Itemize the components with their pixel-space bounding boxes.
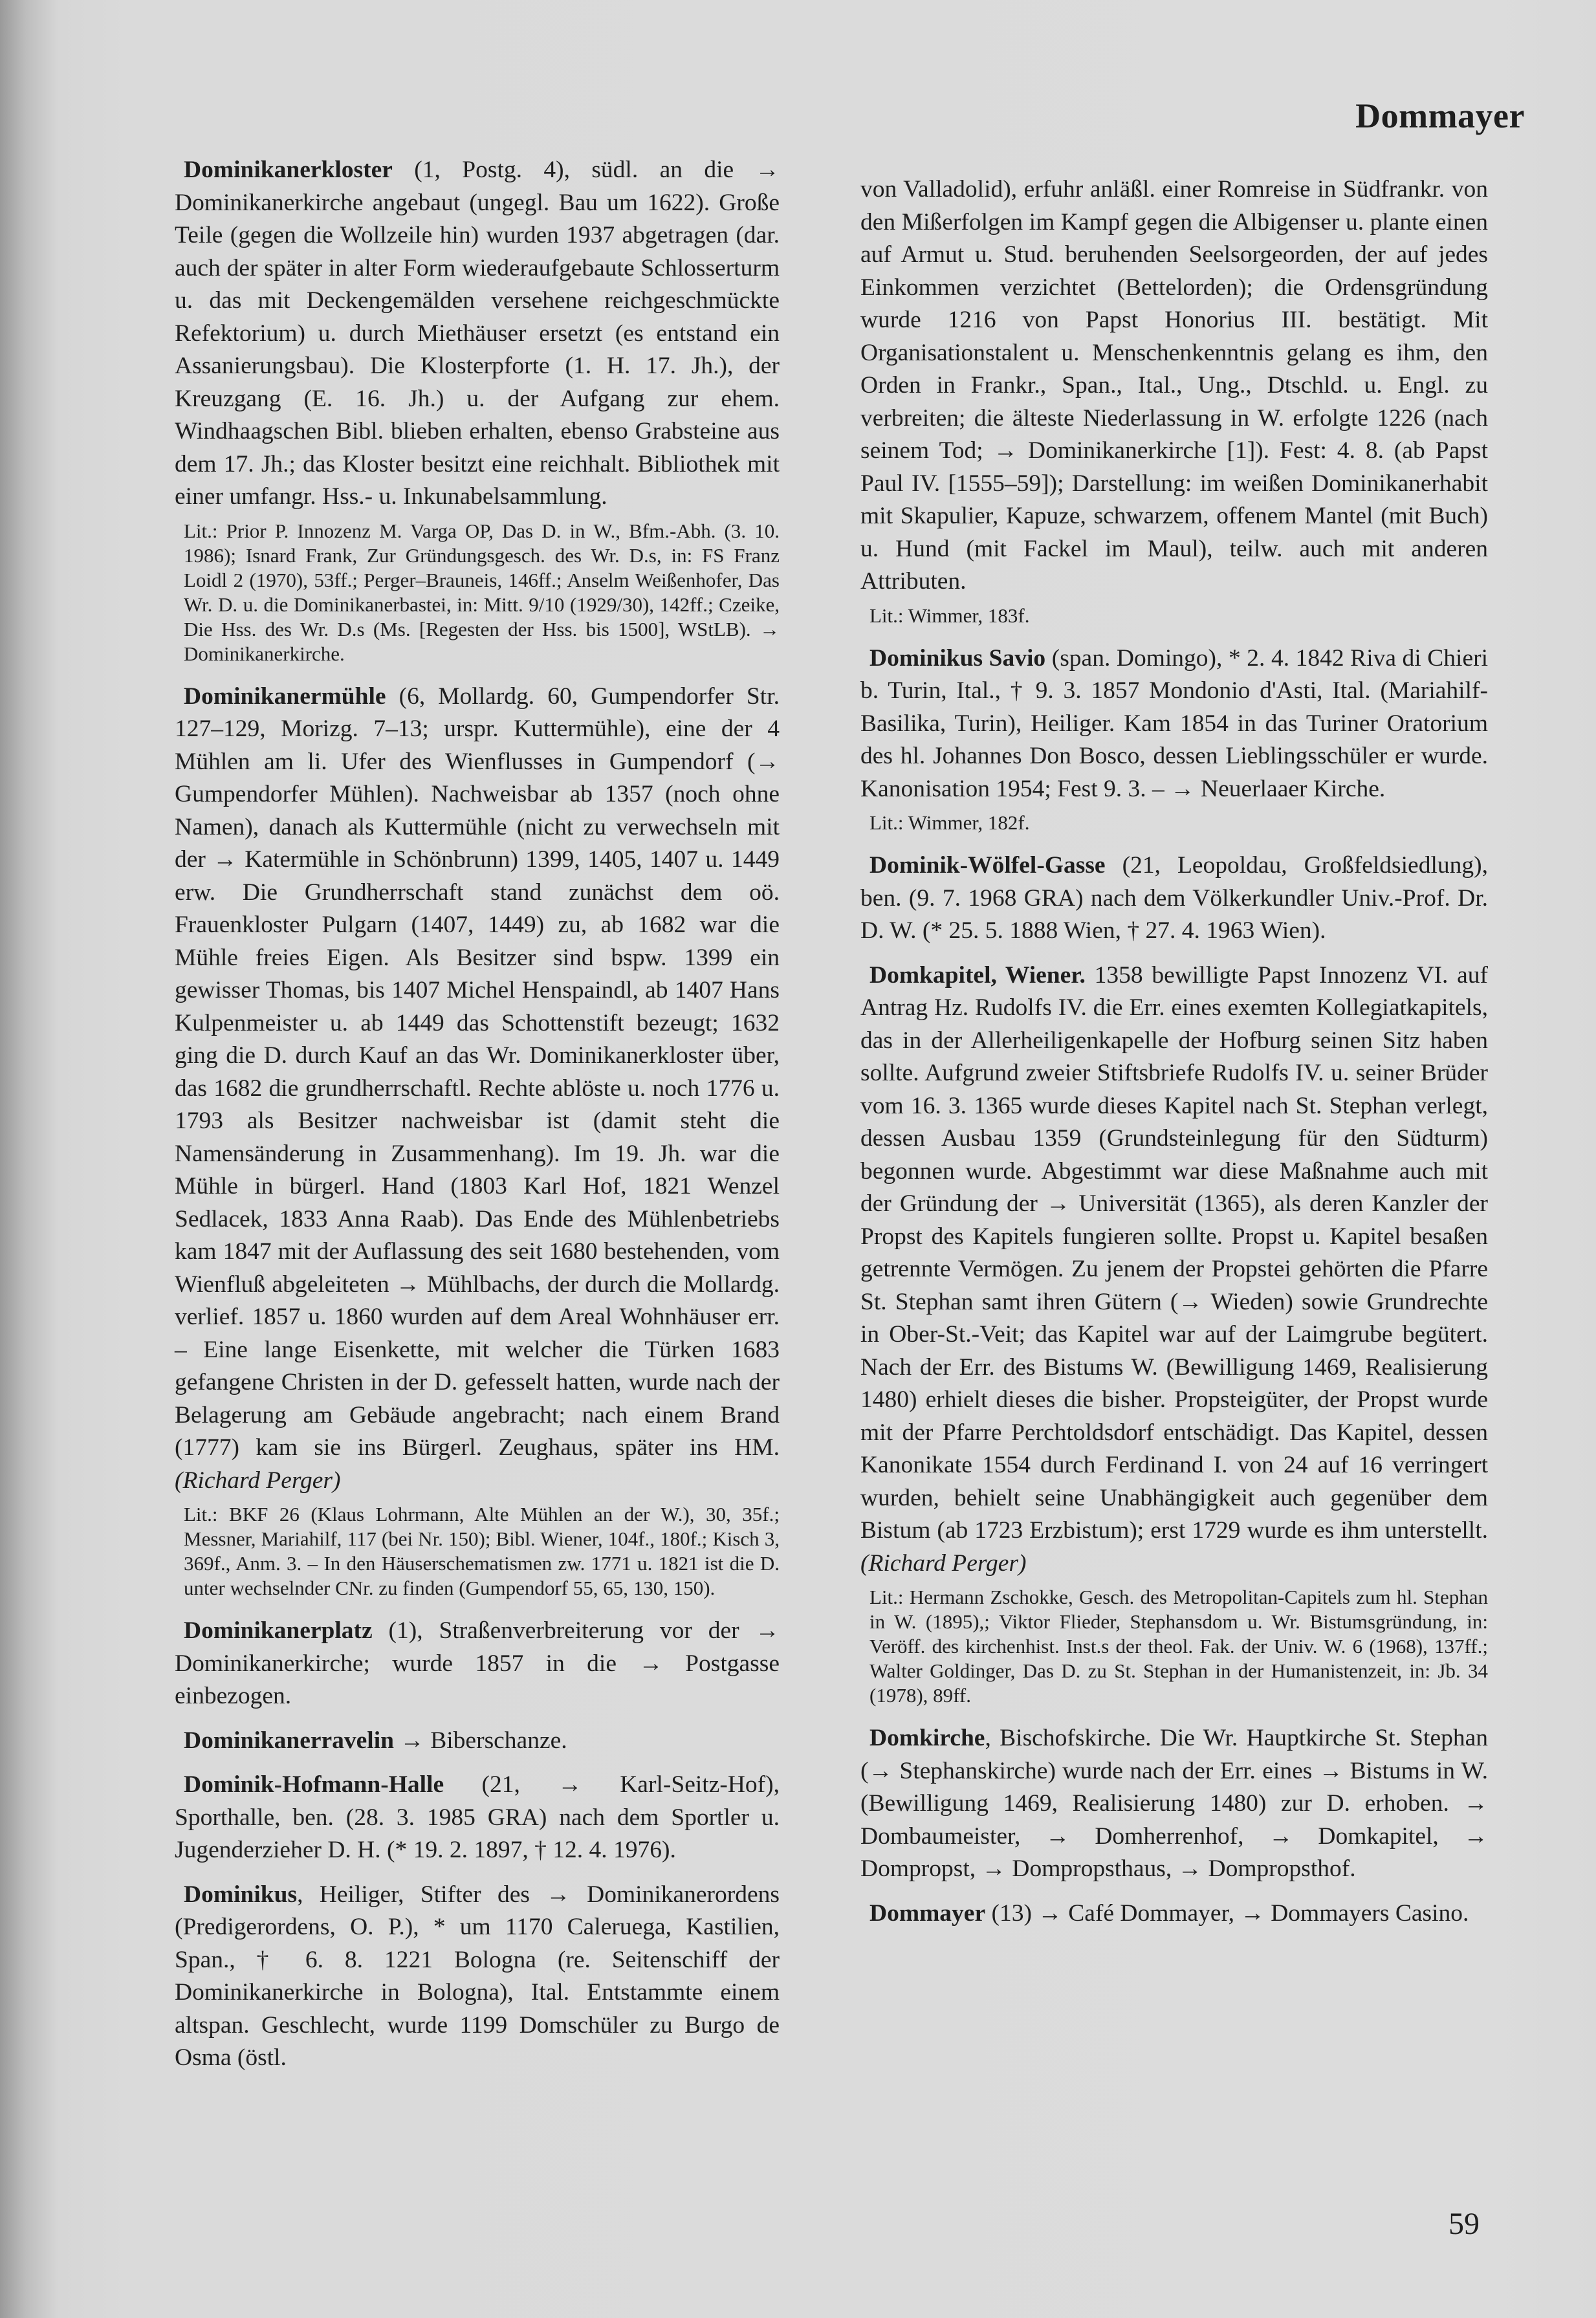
literature-note: Lit.: Wimmer, 182f. <box>869 811 1030 834</box>
entry-body <box>175 1769 780 1867</box>
entry-text: → Biberschanze. <box>400 1727 567 1754</box>
literature-note: Lit.: BKF 26 (Klaus Lohrmann, Alte Mühlen an der W.), 30, 35f.; Messner, Mariahilf, 117 (bei Nr. 150); Bibl. Wiener, 104f., 180f.; Kisch 3, 369f., Anm. 3. – In den Häuserschematismen zw. 1771 u. 1821 ist die D. unter wechselnder CNr. zu finden (Gumpendorf 55, 65, 130, 150). <box>184 1503 780 1599</box>
page-number: 59 <box>1448 2207 1480 2241</box>
entry-text: (span. Domingo), * 2. 4. 1842 Riva di Chieri b. Turin, Ital., † 9. 3. 1857 Mondonio d'Asti, Ital. (Mariahilf-Basilika, Turin), Heiliger. Kam 1854 in das Turiner Oratorium des hl. Johannes Don Bosco, dessen Lieblingsschüler er wurde. Kanonisation 1954; Fest 9. 3. – → Neuerlaaer Kirche. <box>860 644 1489 802</box>
right-column <box>860 173 1488 1941</box>
headword: Domkirche <box>869 1725 985 1751</box>
entry-domkirche <box>860 1722 1488 1886</box>
entry-text: , Bischofskirche. Die Wr. Hauptkirche St. Stephan (→ Stephanskirche) wurde nach der Err. eines → Bistums in W. (Bewilligung 1469, Realisierung 1480) zur D. erhoben. → Dombaumeister, → Domherrenhof, → Domkapitel, → Dompropst, → Dompropsthaus, → Dompropsthof. <box>860 1725 1488 1882</box>
literature-note: Lit.: Hermann Zschokke, Gesch. des Metropolitan-Capitels zum hl. Stephan in W. (1895),; Viktor Flieder, Stephansdom u. Wr. Bistumsgründung, in: Veröff. des kirchenhist. Inst.s der theol. Fak. der Univ. W. 6 (1968), 137ff.; Walter Goldinger, Das D. zu St. Stephan in der Humanistenzeit, in: Jb. 34 (1978), 89ff. <box>869 1586 1488 1707</box>
headword: Domkapitel, Wiener. <box>869 961 1086 989</box>
headword: Dominikus Savio <box>869 644 1046 672</box>
entry-dominikanerkloster <box>175 154 780 666</box>
entry-text: (6, Mollardg. 60, Gumpendorfer Str. 127–129, Morizg. 7–13; urspr. Kuttermühle), eine der 4 Mühlen am li. Ufer des Wienflusses in Gumpendorf (→ Gumpendorfer Mühlen). Nachweisbar ab 1357 (noch ohne Namen), danach als Kuttermühle (nicht zu verwechseln mit der → Katermühle in Schönbrunn) 1399, 1405, 1407 u. 1449 erw. Die Grundherrschaft stand zunächst dem oö. Frauenkloster Pulgarn (1407, 1449) zu, ab 1682 war die Mühle freies Eigen. Als Besitzer sind bspw. 1399 ein gewisser Thomas, bis 1407 Michel Henspaindl, ab 1407 Hans Kulpenmeister u. ab 1449 das Schottenstift bezeugt; 1632 ging die D. durch Kauf an das Wr. Dominikanerkloster über, das 1682 die grundherrschaftl. Rechte ablöste u. noch 1776 u. 1793 als Besitzer nachweisbar ist (damit steht die Namensänderung in Zusammenhang). Im 19. Jh. war die Mühle in bürgerl. Hand (1803 Karl Hof, 1821 Wenzel Sedlacek, 1833 Anna Raab). Das Ende des Mühlenbetriebs kam 1847 mit der Auflassung des seit 1680 bestehenden, vom Wienfluß abgeleiteten → Mühlbachs, der durch die Mollardg. verlief. 1857 u. 1860 wurden auf dem Areal Wohnhäuser err. – Eine lange Eisenkette, mit welcher die Türken 1683 gefangene Christen in der D. gefesselt hatten, wurde nach der Belagerung am Gebäude angebracht; nach einem Brand (1777) kam sie ins Bürgerl. Zeughaus, später ins HM. <box>175 683 780 1461</box>
headword: Dominikanerkloster <box>184 157 393 183</box>
entry-body <box>175 1725 780 1758</box>
entry-body <box>860 959 1488 1580</box>
entry-dommayer <box>860 1897 1488 1930</box>
left-column <box>175 154 780 2086</box>
entry-text: (13) → Café Dommayer, → Dommayers Casino. <box>991 1899 1469 1927</box>
entry-text: (1), Straßenverbreiterung vor der → Dominikanerkirche; wurde 1857 in die → Postgasse einbezogen. <box>175 1617 780 1709</box>
entry-text: , Heiliger, Stifter des → Dominikanerordens (Predigerordens, O. P.), * um 1170 Caleruega, Kastilien, Span., † 6. 8. 1221 Bologna (re. Seitenschiff der Dominikanerkirche in Bologna), Ital. Entstammte einem altspan. Geschlecht, wurde 1199 Domschüler zu Burgo de Osma (östl. <box>175 1881 780 2071</box>
entry-dominikus <box>175 1879 780 2075</box>
headword: Dommayer <box>869 1899 986 1927</box>
entry-body <box>175 1615 780 1713</box>
entry-body <box>175 154 780 514</box>
entry-body <box>860 1722 1488 1886</box>
entry-body <box>860 173 1488 598</box>
headword: Dominikanerplatz <box>184 1617 373 1644</box>
entry-dominikus-continued <box>860 173 1488 628</box>
entry-body <box>860 642 1488 806</box>
literature-note: Lit.: Wimmer, 183f. <box>869 604 1030 627</box>
entry-body <box>860 849 1488 948</box>
entry-dominik-hofmann-halle <box>175 1769 780 1867</box>
entry-text: (21, Leopoldau, Großfeldsiedlung), ben. (9. 7. 1968 GRA) nach dem Völkerkundler Univ.-Prof. Dr. D. W. (* 25. 5. 1888 Wien, † 27. 4. 1963 Wien). <box>860 852 1488 944</box>
entry-domkapitel <box>860 959 1488 1709</box>
entry-dominikanerravelin <box>175 1725 780 1758</box>
entry-dominikanerplatz <box>175 1615 780 1713</box>
headword: Dominik-Hofmann-Halle <box>184 1771 444 1798</box>
entry-dominikanermuehle <box>175 681 780 1601</box>
entry-text: (1, Postg. 4), südl. an die → Dominikanerkirche angebaut (ungegl. Bau um 1622). Große Teile (gegen die Wollzeile hin) wurden 1937 abgetragen (dar. auch der später in alter Form wiederaufgebaute Schlosserturm u. das mit Deckengemälden versehene reichgeschmückte Refektorium) u. durch Miethäuser ersetzt (es entstand ein Assanierungsbau). Die Klosterpforte (1. H. 17. Jh.), der Kreuzgang (E. 16. Jh.) u. der Aufgang zur ehem. Windhaagschen Bibl. blieben erhalten, ebenso Grabsteine aus dem 17. Jh.; das Kloster besitzt eine reichhalt. Bibliothek mit einer umfangr. Hss.- u. Inkunabelsammlung. <box>175 157 780 510</box>
entry-text: von Valladolid), erfuhr anläßl. einer Romreise in Südfrankr. von den Mißerfolgen im Kampf gegen die Albigenser u. plante einen auf Armut u. Stud. beruhenden Seelsorgeorden, der auf jedes Einkommen verzichtet (Bettelorden); die Ordensgründung wurde 1216 von Papst Honorius III. bestätigt. Mit Organisationstalent u. Menschenkenntnis gelang es ihm, den Orden in Frankr., Span., Ital., Ung., Dtschld. u. Engl. zu verbreiten; die älteste Niederlassung in W. erfolgte 1226 (nach seinem Tod; → Dominikanerkirche [1]). Fest: 4. 8. (ab Papst Paul IV. [1555–59]); Darstellung: im weißen Dominikanerhabit mit Skapulier, Kapuze, schwarzem, offenem Mantel (mit Buch) u. Hund (mit Fackel im Maul), teilw. auch mit anderen Attributen. <box>860 176 1488 595</box>
running-head: Dommayer <box>1355 96 1525 135</box>
headword: Dominikanermühle <box>184 683 386 710</box>
entry-dominik-woelfel-gasse <box>860 849 1488 948</box>
headword: Dominikus <box>184 1881 298 1908</box>
author: (Richard Perger) <box>860 1549 1027 1577</box>
entry-body <box>175 1879 780 2075</box>
entry-body <box>860 1897 1488 1930</box>
headword: Dominikanerravelin <box>184 1727 394 1754</box>
entry-text: 1358 bewilligte Papst Innozenz VI. auf Antrag Hz. Rudolfs IV. die Err. eines exemten Kollegiatkapitels, das in der Allerheiligenkapelle der Hofburg seinen Sitz haben sollte. Aufgrund zweier Stiftsbriefe Rudolfs IV. u. seiner Brüder vom 16. 3. 1365 wurde dieses Kapitel nach St. Stephan verlegt, dessen Ausbau 1359 (Grundsteinlegung für den Südturm) begonnen wurde. Abgestimmt war diese Maßnahme auch mit der Gründung der → Universität (1365), als deren Kanzler der Propst des Kapitels fungieren sollte. Propst u. Kapitel besaßen getrennte Vermögen. Zu jenem der Propstei gehörten die Pfarre St. Stephan samt ihren Gütern (→ Wieden) sowie Grundrechte in Ober-St.-Veit; das Kapitel war auf der Laimgrube begütert. Nach der Err. des Bistums W. (Bewilligung 1469, Realisierung 1480) erhielt dieses die bisher. Propsteigüter, der Propst wurde mit der Pfarre Perchtoldsdorf entschädigt. Das Kapitel, dessen Kanonikate 1554 durch Ferdinand I. von 24 auf 16 verringert wurden, behielt seine Unabhängigkeit auch gegenüber dem Bistum (ab 1723 Erzbistum); erst 1729 wurde es ihm unterstellt. <box>860 961 1488 1544</box>
literature-note: Lit.: Prior P. Innozenz M. Varga OP, Das D. in W., Bfm.-Abh. (3. 10. 1986); Isnard Frank, Zur Gründungsgesch. des Wr. D.s, in: FS Franz Loidl 2 (1970), 53ff.; Perger–Brauneis, 146ff.; Anselm Weißenhofer, Das Wr. D. u. die Dominikanerbastei, in: Mitt. 9/10 (1929/30), 142ff.; Czeike, Die Hss. des Wr. D.s (Ms. [Regesten der Hss. bis 1500], WStLB). → Dominikanerkirche. <box>184 519 780 665</box>
entry-body <box>175 681 780 1498</box>
author: (Richard Perger) <box>175 1467 341 1494</box>
entry-text: (21, → Karl-Seitz-Hof), Sporthalle, ben. (28. 3. 1985 GRA) nach dem Sportler u. Jugenderzieher D. H. (* 19. 2. 1897, † 12. 4. 1976). <box>175 1771 780 1863</box>
headword: Dominik-Wölfel-Gasse <box>869 852 1106 879</box>
entry-dominikus-savio <box>860 642 1488 836</box>
